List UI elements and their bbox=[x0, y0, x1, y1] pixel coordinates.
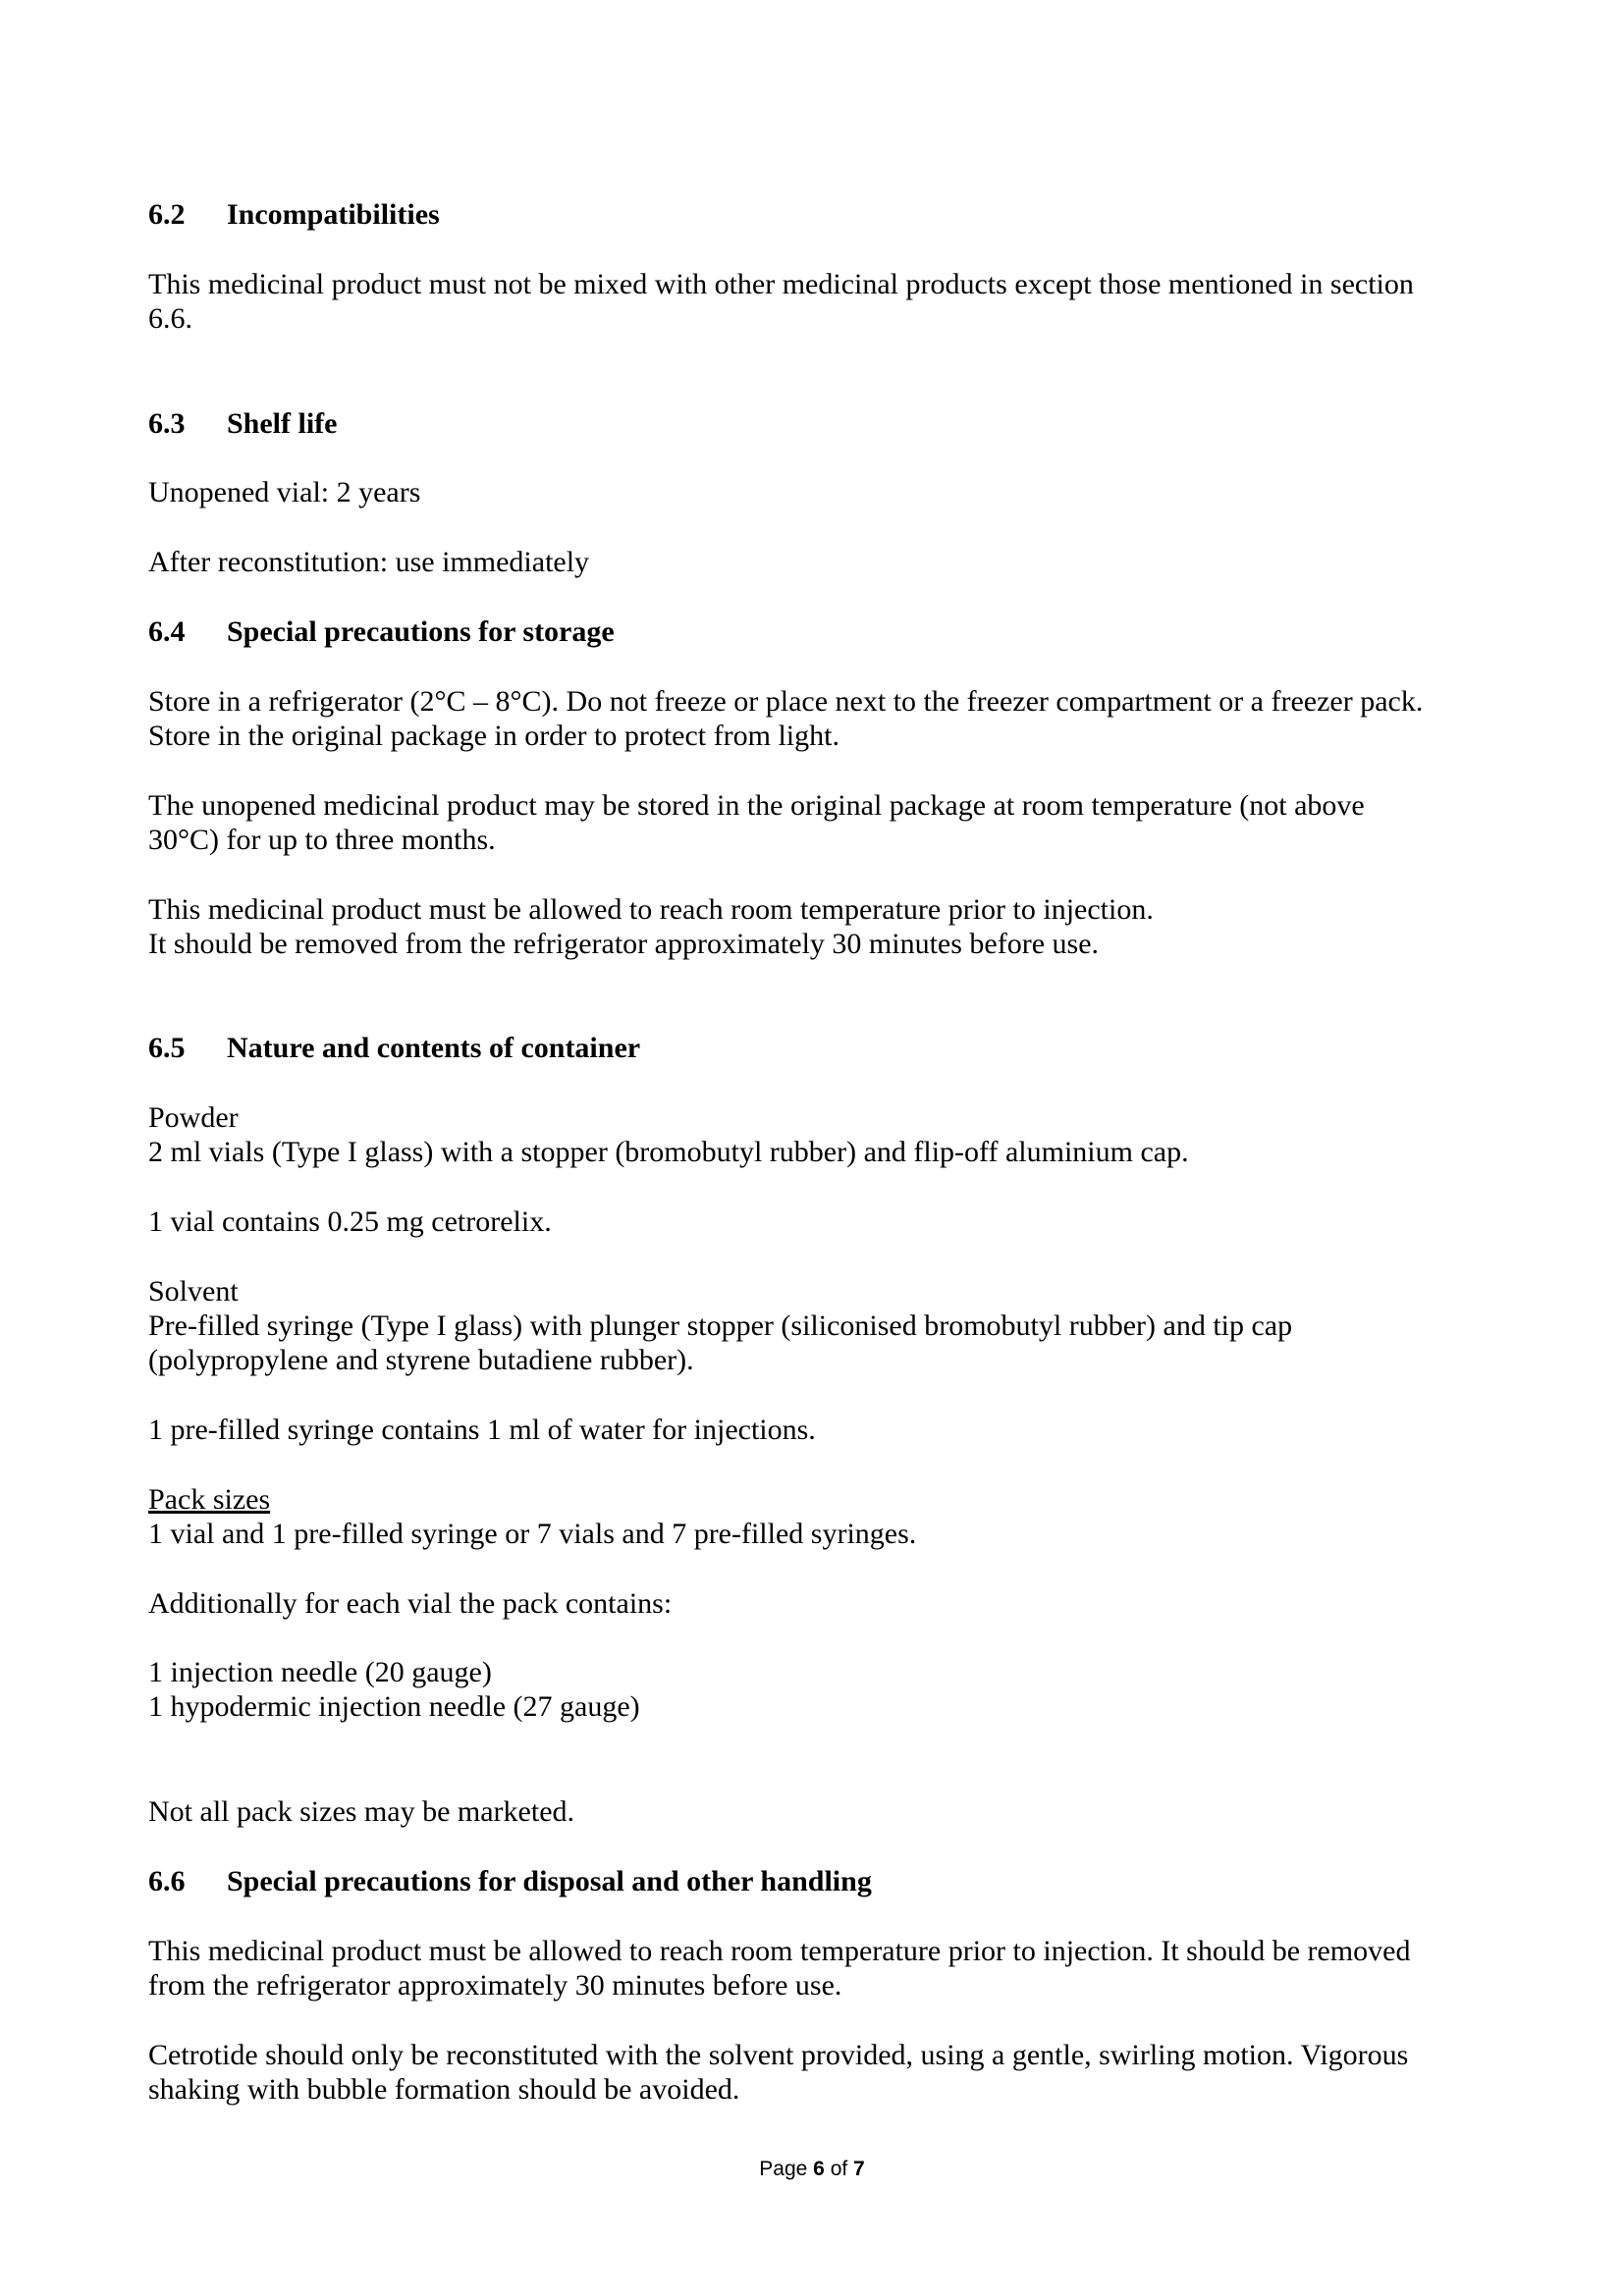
section-title: Special precautions for disposal and other handling bbox=[227, 1865, 872, 1897]
section-number: 6.3 bbox=[148, 407, 186, 440]
paragraph-line: 1 vial contains 0.25 mg cetrorelix. bbox=[148, 1205, 552, 1238]
paragraph-line: 6.6. bbox=[148, 302, 192, 335]
paragraph-line: 1 vial and 1 pre-filled syringe or 7 vials and 7 pre-filled syringes. bbox=[148, 1518, 917, 1550]
paragraph-line: After reconstitution: use immediately bbox=[148, 546, 590, 578]
section-heading-6-5 bbox=[148, 1031, 640, 1065]
paragraph-line: Cetrotide should only be reconstituted with the solvent provided, using a gentle, swirling motion. Vigorous bbox=[148, 2039, 1409, 2071]
paragraph-line: Pre-filled syringe (Type I glass) with plunger stopper (siliconised bromobutyl rubber) and tip cap bbox=[148, 1309, 1293, 1342]
paragraph-line: The unopened medicinal product may be stored in the original package at room temperature (not above bbox=[148, 789, 1365, 822]
paragraph-line: This medicinal product must not be mixed with other medicinal products except those mentioned in section bbox=[148, 268, 1414, 300]
section-title: Special precautions for storage bbox=[227, 615, 615, 648]
section-heading-6-6 bbox=[148, 1864, 872, 1898]
paragraph-line: Store in the original package in order to protect from light. bbox=[148, 720, 839, 752]
paragraph-line: It should be removed from the refrigerator approximately 30 minutes before use. bbox=[148, 928, 1100, 960]
paragraph-line: Additionally for each vial the pack contains: bbox=[148, 1587, 673, 1620]
paragraph-line: 2 ml vials (Type I glass) with a stopper (bromobutyl rubber) and flip-off aluminium cap. bbox=[148, 1136, 1189, 1168]
paragraph-line: from the refrigerator approximately 30 minutes before use. bbox=[148, 1969, 842, 2002]
paragraph-line: Powder bbox=[148, 1101, 239, 1134]
section-number: 6.4 bbox=[148, 615, 186, 648]
paragraph-line: (polypropylene and styrene butadiene rubber). bbox=[148, 1344, 694, 1376]
section-heading-6-2 bbox=[148, 197, 440, 232]
total-page-number: 7 bbox=[853, 2158, 865, 2180]
paragraph-line: 30°C) for up to three months. bbox=[148, 824, 496, 856]
section-heading-6-3 bbox=[148, 406, 338, 441]
paragraph-line: Solvent bbox=[148, 1275, 239, 1308]
paragraph-line: Unopened vial: 2 years bbox=[148, 476, 421, 508]
paragraph-line: Not all pack sizes may be marketed. bbox=[148, 1795, 575, 1828]
paragraph-line: 1 injection needle (20 gauge) bbox=[148, 1656, 492, 1688]
paragraph-line: This medicinal product must be allowed to reach room temperature prior to injection. bbox=[148, 893, 1154, 926]
section-title: Shelf life bbox=[227, 407, 338, 440]
paragraph-line: Store in a refrigerator (2°C – 8°C). Do not freeze or place next to the freezer compartment or a freezer pack. bbox=[148, 685, 1424, 718]
paragraph-line: This medicinal product must be allowed to reach room temperature prior to injection. It should be removed bbox=[148, 1935, 1411, 1967]
paragraph-line: 1 hypodermic injection needle (27 gauge) bbox=[148, 1690, 640, 1723]
section-number: 6.5 bbox=[148, 1032, 186, 1064]
current-page-number: 6 bbox=[813, 2158, 825, 2180]
page-of-label: of bbox=[830, 2158, 848, 2180]
section-number: 6.2 bbox=[148, 198, 186, 231]
section-title: Incompatibilities bbox=[227, 198, 440, 231]
section-title: Nature and contents of container bbox=[227, 1032, 641, 1064]
paragraph-line: shaking with bubble formation should be avoided. bbox=[148, 2073, 740, 2106]
page-label: Page bbox=[759, 2158, 808, 2180]
section-number: 6.6 bbox=[148, 1865, 186, 1897]
paragraph-line: 1 pre-filled syringe contains 1 ml of water for injections. bbox=[148, 1414, 816, 1446]
page-footer bbox=[0, 2157, 1624, 2182]
section-heading-6-4 bbox=[148, 614, 615, 649]
pack-sizes-subheading: Pack sizes bbox=[148, 1483, 271, 1516]
